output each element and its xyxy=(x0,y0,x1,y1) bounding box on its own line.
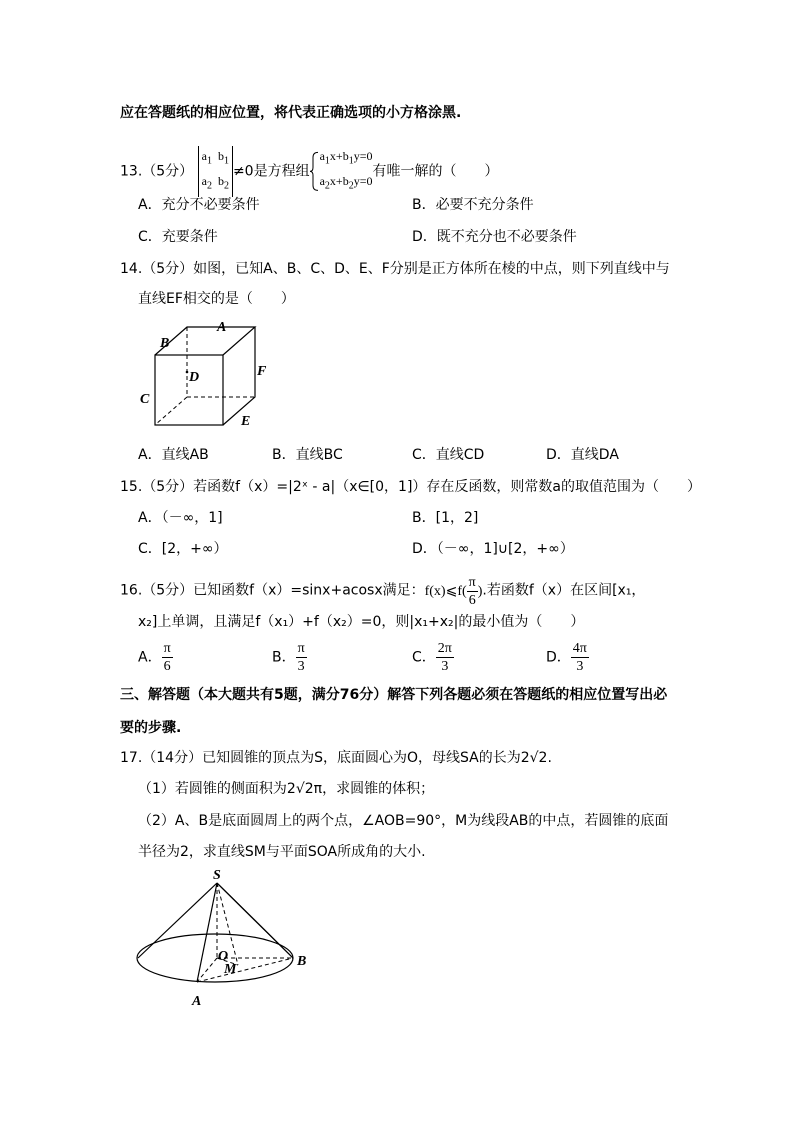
q16-intro: 16.（5分）已知函数f（x）=sinx+acosx满足： xyxy=(120,582,425,599)
label-m: M xyxy=(224,962,237,977)
q16-condition: f(x)⩽f( $\frac{\pi}{6}$ ) xyxy=(424,575,483,608)
q14-option-d: D．直线DA xyxy=(546,447,619,463)
q15-text: 15.（5分）若函数f（x）=|2ˣ - a|（x∈[0，1]）存在反函数，则常数a的取值范围为（ ） xyxy=(120,479,701,495)
q16-option-d: D． $\frac{4\pi}{3}$ xyxy=(546,641,587,674)
q16-option-a: A． $\frac{\pi}{6}$ xyxy=(138,641,171,674)
segment-ab xyxy=(197,958,293,982)
segment-sb xyxy=(217,883,293,958)
question-13 xyxy=(120,146,498,197)
segment-sa xyxy=(197,883,217,982)
q14-text-line1: 14.（5分）如图，已知A、B、C、D、E、F分别是正方体所在棱的中点，则下列直线中与 xyxy=(120,261,670,277)
label-a: A xyxy=(217,320,227,335)
q15-option-d: D．（－∞，1]∪[2，+∞） xyxy=(412,541,574,557)
q13-number: 13.（5分） xyxy=(120,163,194,180)
section-instruction: 应在答题纸的相应位置，将代表正确选项的小方格涂黑. xyxy=(120,105,462,121)
label-s: S xyxy=(213,868,221,883)
cone-figure xyxy=(130,865,330,1015)
brace-icon xyxy=(310,146,319,197)
q14-option-c: C．直线CD xyxy=(412,447,485,463)
label-a: A xyxy=(192,994,202,1009)
cube-hidden-edge-diag xyxy=(155,397,187,425)
q17-part2-line1: （2）A、B是底面圆周上的两个点，∠AOB=90°，M为线段AB的中点，若圆锥的底面 xyxy=(138,813,669,829)
q13-option-a: A．充分不必要条件 xyxy=(138,197,260,213)
q14-option-b: B．直线BC xyxy=(272,447,343,463)
point-d xyxy=(186,371,189,374)
cube-figure xyxy=(130,315,280,435)
q15-option-b: B．[1，2] xyxy=(412,510,479,526)
q13-determinant: $a_1$ $b_1$ $a_2$ $b_2$ xyxy=(198,146,233,197)
q13-mid-text: ≠0是方程组 xyxy=(232,163,310,180)
label-c: C xyxy=(140,392,150,407)
q13-tail: 有唯一解的（ ） xyxy=(372,163,499,180)
cube-top-face xyxy=(155,327,255,355)
cube-hidden-edges xyxy=(187,327,255,397)
q16-option-c: C． $\frac{2\pi}{3}$ xyxy=(412,641,452,674)
q16-text-line1 xyxy=(120,574,645,609)
q13-option-c: C．充要条件 xyxy=(138,229,218,245)
q17-part2-line2: 半径为2，求直线SM与平面SOA所成角的大小. xyxy=(138,844,426,860)
q15-option-c: C．[2，+∞） xyxy=(138,541,228,557)
q13-option-b: B．必要不充分条件 xyxy=(412,197,534,213)
q16-text-line2: x₂]上单调，且满足f（x₁）+f（x₂）=0，则|x₁+x₂|的最小值为（ ） xyxy=(138,614,585,630)
q13-option-d: D．既不充分也不必要条件 xyxy=(412,229,577,245)
label-b: B xyxy=(160,336,170,351)
cone-left-generatrix xyxy=(138,883,217,958)
section3-heading-line2: 要的步骤. xyxy=(120,720,182,736)
q17-part1: （1）若圆锥的侧面积为2√2π，求圆锥的体积； xyxy=(138,781,435,797)
q16-option-b: B． $\frac{\pi}{3}$ xyxy=(272,641,305,674)
label-e: E xyxy=(241,414,251,429)
q15-option-a: A．（－∞，1] xyxy=(138,510,223,526)
q16-continued: .若函数f（x）在区间[x₁， xyxy=(482,582,646,599)
q14-option-a: A．直线AB xyxy=(138,447,209,463)
label-f: F xyxy=(257,364,267,379)
cube-front-face xyxy=(155,355,223,425)
label-b: B xyxy=(297,954,307,969)
section3-heading-line1: 三、解答题（本大题共有5题，满分76分）解答下列各题必须在答题纸的相应位置写出必 xyxy=(120,687,668,703)
label-d: D xyxy=(189,370,200,385)
q13-equation-system: $a_1x+b_1y=0$ $a_2x+b_2y=0$ xyxy=(310,146,373,197)
label-o: O xyxy=(218,949,229,964)
q17-text-line1: 17.（14分）已知圆锥的顶点为S，底面圆心为O，母线SA的长为2√2. xyxy=(120,750,552,766)
q14-text-line2: 直线EF相交的是（ ） xyxy=(138,291,295,307)
